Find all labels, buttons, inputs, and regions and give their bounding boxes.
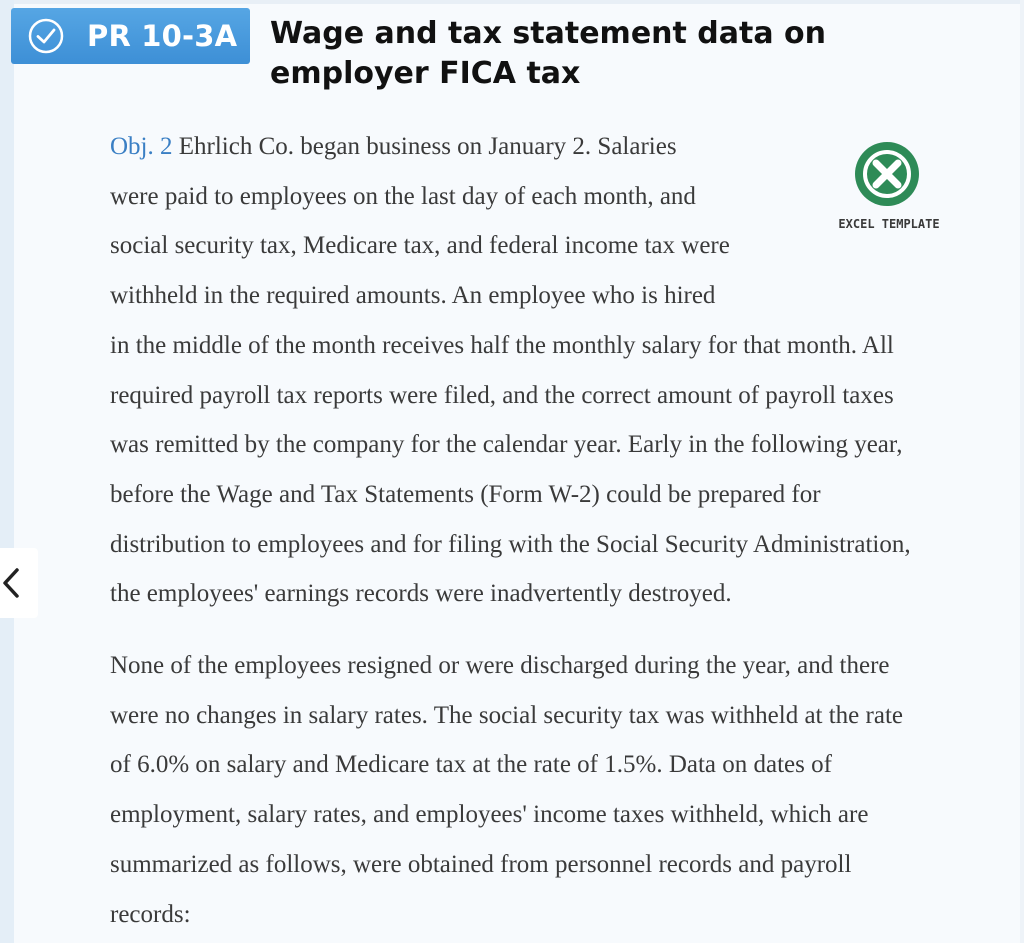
- paragraph-line: employment, salary rates, and employees' income taxes withheld, which are: [110, 801, 869, 829]
- paragraph-line: distribution to employees and for filing with the Social Security Administration,: [110, 530, 911, 558]
- paragraph-line: [110, 122, 1010, 172]
- paragraph-line: were no changes in salary rates. The social security tax was withheld at the rate: [110, 701, 903, 729]
- paragraph-line: records:: [110, 900, 191, 928]
- line-text: Ehrlich Co. began business on January 2. Salaries: [172, 133, 677, 160]
- paragraph-line: withheld in the required amounts. An employee who is hired: [110, 282, 716, 310]
- paragraph-line: were paid to employees on the last day of each month, and: [110, 182, 696, 210]
- paragraph-line: was remitted by the company for the calendar year. Early in the following year,: [110, 431, 903, 459]
- paragraph-line: before the Wage and Tax Statements (Form W-2) could be prepared for: [110, 480, 821, 508]
- problem-badge: [11, 8, 250, 64]
- paragraph-line: summarized as follows, were obtained from personnel records and payroll: [110, 850, 852, 878]
- paragraph-line: social security tax, Medicare tax, and federal income tax were: [110, 232, 730, 260]
- paragraph-line: the employees' earnings records were inadvertently destroyed.: [110, 580, 732, 608]
- paragraph-line: required payroll tax reports were filed, and the correct amount of payroll taxes: [110, 381, 894, 409]
- problem-paragraph-1: [110, 122, 1010, 619]
- check-circle-icon: [27, 17, 65, 55]
- previous-page-button[interactable]: [0, 548, 38, 618]
- page-title: Wage and tax statement data on employer FICA tax: [270, 16, 827, 91]
- left-strip: [0, 0, 14, 943]
- paragraph-line: in the middle of the month receives half the monthly salary for that month. All: [110, 331, 894, 359]
- problem-number: PR 10-3A: [87, 19, 238, 53]
- top-border: [0, 0, 1024, 4]
- paragraph-line: None of the employees resigned or were discharged during the year, and there: [110, 652, 890, 679]
- chevron-left-icon: [0, 566, 30, 600]
- excel-template-label: EXCEL TEMPLATE: [838, 217, 940, 231]
- problem-paragraph-2: [110, 641, 1010, 939]
- paragraph-line: of 6.0% on salary and Medicare tax at the rate of 1.5%. Data on dates of: [110, 751, 832, 779]
- objective-link[interactable]: Obj. 2: [110, 133, 173, 160]
- right-edge: [1020, 0, 1024, 943]
